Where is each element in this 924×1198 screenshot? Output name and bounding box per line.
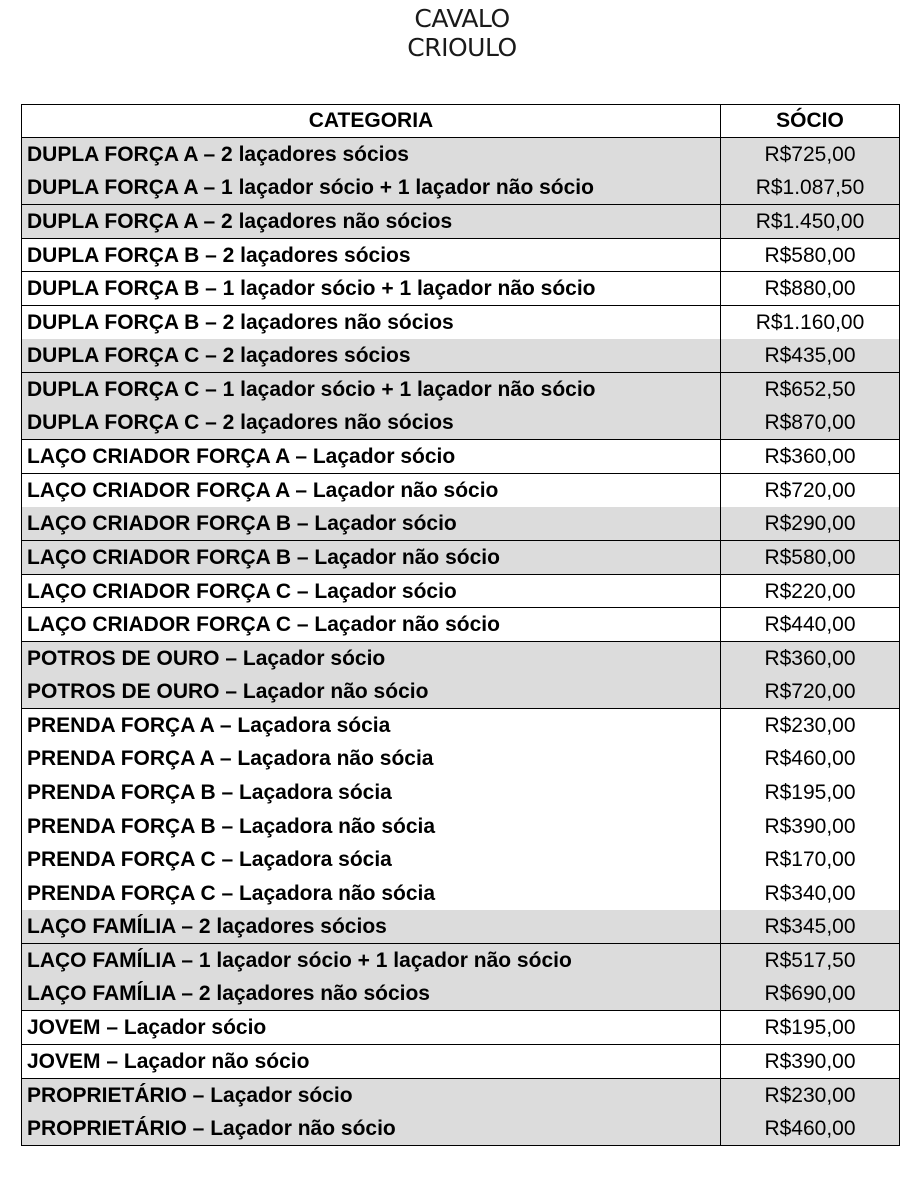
row-price: R$340,00 [721, 877, 900, 911]
table-row [22, 709, 900, 743]
row-category: DUPLA FORÇA A – 2 laçadores não sócios [22, 205, 721, 239]
table-row [22, 205, 900, 239]
row-category: PRENDA FORÇA C – Laçadora não sócia [22, 877, 721, 911]
table-header-row [22, 105, 900, 138]
table-row [22, 406, 900, 440]
table-row [22, 574, 900, 608]
row-price: R$1.450,00 [721, 205, 900, 239]
table-row [22, 138, 900, 172]
header-category: CATEGORIA [22, 105, 721, 138]
row-category: LAÇO CRIADOR FORÇA C – Laçador não sócio [22, 608, 721, 642]
row-price: R$460,00 [721, 1112, 900, 1146]
table-row [22, 507, 900, 541]
table-row [22, 473, 900, 507]
table-row [22, 910, 900, 944]
row-price: R$440,00 [721, 608, 900, 642]
row-price: R$220,00 [721, 574, 900, 608]
row-category: LAÇO FAMÍLIA – 2 laçadores não sócios [22, 977, 721, 1011]
row-price: R$390,00 [721, 1045, 900, 1079]
table-row [22, 1045, 900, 1079]
row-price: R$230,00 [721, 1078, 900, 1112]
row-category: POTROS DE OURO – Laçador não sócio [22, 675, 721, 709]
row-category: PRENDA FORÇA A – Laçadora sócia [22, 709, 721, 743]
table-row [22, 742, 900, 776]
row-price: R$580,00 [721, 238, 900, 272]
row-category: PRENDA FORÇA B – Laçadora não sócia [22, 809, 721, 843]
row-category: LAÇO FAMÍLIA – 2 laçadores sócios [22, 910, 721, 944]
row-price: R$580,00 [721, 541, 900, 575]
table-row [22, 339, 900, 373]
row-category: PRENDA FORÇA A – Laçadora não sócia [22, 742, 721, 776]
row-category: LAÇO CRIADOR FORÇA C – Laçador sócio [22, 574, 721, 608]
row-category: LAÇO CRIADOR FORÇA B – Laçador sócio [22, 507, 721, 541]
row-category: DUPLA FORÇA C – 2 laçadores sócios [22, 339, 721, 373]
table-row [22, 1011, 900, 1045]
row-price: R$517,50 [721, 944, 900, 978]
table-row [22, 877, 900, 911]
table-row [22, 776, 900, 810]
row-price: R$230,00 [721, 709, 900, 743]
row-price: R$460,00 [721, 742, 900, 776]
row-price: R$1.160,00 [721, 305, 900, 339]
row-price: R$195,00 [721, 1011, 900, 1045]
row-price: R$345,00 [721, 910, 900, 944]
row-category: DUPLA FORÇA A – 1 laçador sócio + 1 laçador não sócio [22, 171, 721, 205]
table-row [22, 641, 900, 675]
row-category: LAÇO CRIADOR FORÇA A – Laçador sócio [22, 440, 721, 474]
row-category: DUPLA FORÇA B – 1 laçador sócio + 1 laçador não sócio [22, 272, 721, 306]
row-price: R$360,00 [721, 641, 900, 675]
row-category: PROPRIETÁRIO – Laçador sócio [22, 1078, 721, 1112]
row-category: DUPLA FORÇA C – 1 laçador sócio + 1 laçador não sócio [22, 373, 721, 407]
row-category: JOVEM – Laçador sócio [22, 1011, 721, 1045]
row-category: DUPLA FORÇA B – 2 laçadores não sócios [22, 305, 721, 339]
row-price: R$1.087,50 [721, 171, 900, 205]
table-row [22, 171, 900, 205]
table-row [22, 1112, 900, 1146]
table-row [22, 843, 900, 877]
table-row [22, 305, 900, 339]
table-row [22, 373, 900, 407]
row-category: PRENDA FORÇA C – Laçadora sócia [22, 843, 721, 877]
row-price: R$195,00 [721, 776, 900, 810]
row-price: R$720,00 [721, 675, 900, 709]
row-price: R$170,00 [721, 843, 900, 877]
row-category: LAÇO FAMÍLIA – 1 laçador sócio + 1 laçador não sócio [22, 944, 721, 978]
row-price: R$690,00 [721, 977, 900, 1011]
row-category: JOVEM – Laçador não sócio [22, 1045, 721, 1079]
row-price: R$290,00 [721, 507, 900, 541]
row-price: R$870,00 [721, 406, 900, 440]
row-price: R$652,50 [721, 373, 900, 407]
row-price: R$435,00 [721, 339, 900, 373]
row-price: R$880,00 [721, 272, 900, 306]
table-row [22, 944, 900, 978]
logo-line-1: CAVALO [414, 4, 510, 33]
row-category: PROPRIETÁRIO – Laçador não sócio [22, 1112, 721, 1146]
table-row [22, 977, 900, 1011]
price-table [21, 104, 900, 1146]
table-row [22, 809, 900, 843]
row-price: R$720,00 [721, 473, 900, 507]
row-category: DUPLA FORÇA A – 2 laçadores sócios [22, 138, 721, 172]
row-price: R$360,00 [721, 440, 900, 474]
table-row [22, 675, 900, 709]
row-category: DUPLA FORÇA B – 2 laçadores sócios [22, 238, 721, 272]
logo [0, 4, 924, 62]
table-row [22, 440, 900, 474]
row-category: PRENDA FORÇA B – Laçadora sócia [22, 776, 721, 810]
table-row [22, 272, 900, 306]
row-category: DUPLA FORÇA C – 2 laçadores não sócios [22, 406, 721, 440]
table-row [22, 1078, 900, 1112]
header-price: SÓCIO [721, 105, 900, 138]
logo-line-2: CRIOULO [407, 33, 517, 62]
row-category: POTROS DE OURO – Laçador sócio [22, 641, 721, 675]
row-price: R$725,00 [721, 138, 900, 172]
table-row [22, 608, 900, 642]
row-category: LAÇO CRIADOR FORÇA A – Laçador não sócio [22, 473, 721, 507]
table-row [22, 238, 900, 272]
row-price: R$390,00 [721, 809, 900, 843]
row-category: LAÇO CRIADOR FORÇA B – Laçador não sócio [22, 541, 721, 575]
table-row [22, 541, 900, 575]
